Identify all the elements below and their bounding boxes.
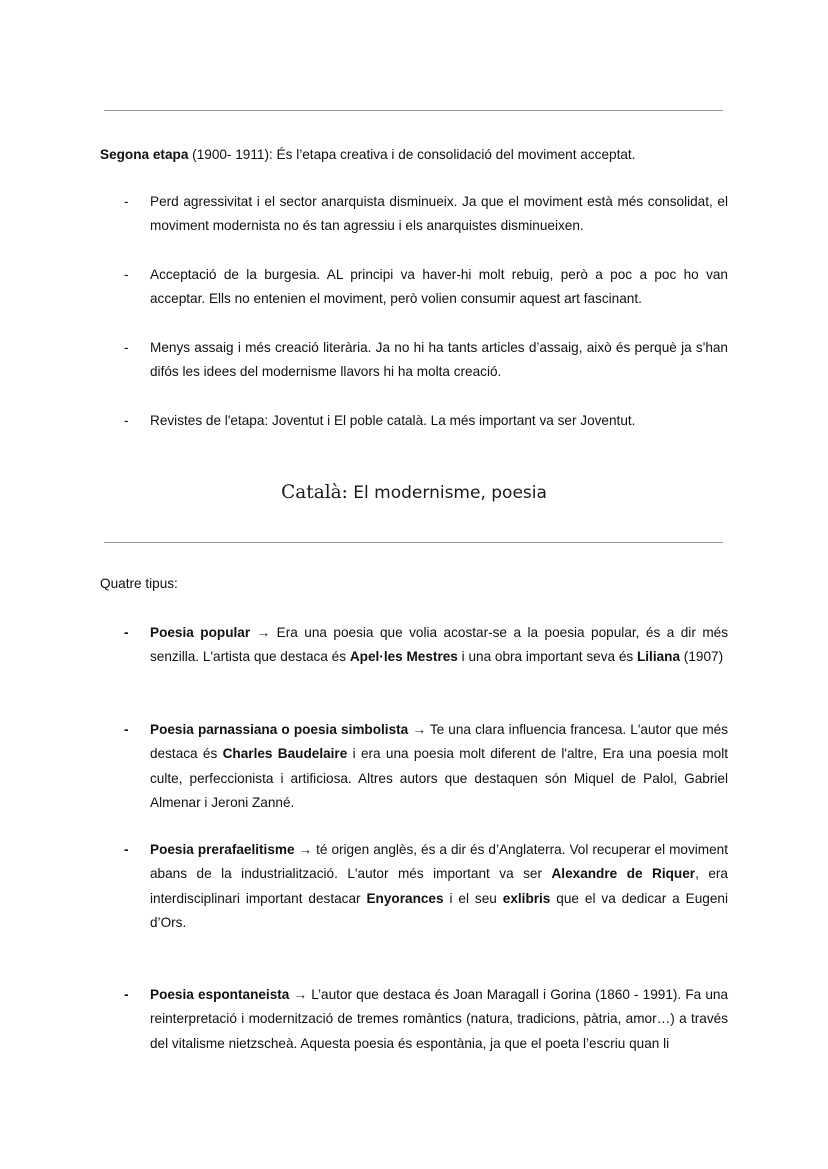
item-text: → L’autor que destaca és Joan Maragall i Gorina (1860 - 1991). Fa una reinterpretació i modernització de tremes romàntics (natura, tradicions, pàtria, amor…) a través del vitalisme nietzscheà. Aquesta poesia és espontània, ja que el poeta l’escriu quan li: [150, 987, 729, 1051]
item-text: que el va dedicar a Eugeni d’Ors.: [150, 890, 728, 931]
item-text: (1907): [680, 649, 724, 665]
bullet-dash: -: [124, 987, 129, 1002]
item-text: , era interdisciplinari important destacar: [150, 866, 728, 906]
list-item-text: Menys assaig i més creació literària. Ja no hi ha tants articles d’assaig, això és perquè ja s'han difós les idees del modernisme llavors hi ha molta creació.: [150, 340, 728, 380]
list-item-text: [150, 983, 728, 1056]
segona-etapa-intro: [100, 143, 728, 167]
list-item: [124, 718, 728, 816]
item-text: i el seu: [443, 890, 503, 906]
item-text: → Te una clara influencia francesa. L'autor que més destaca és: [150, 722, 729, 762]
list-item: [124, 621, 728, 670]
list-item: [124, 190, 728, 239]
list-item: [124, 409, 728, 433]
list-item-text: [150, 838, 728, 936]
item-text: i una obra important seva és: [457, 649, 637, 665]
work-title: exlibris: [502, 890, 551, 906]
item-title: Poesia popular: [150, 625, 251, 640]
list-item-text: [150, 621, 728, 670]
item-title: Poesia parnassiana o poesia simbolista: [150, 722, 409, 737]
segona-etapa-description: (1900- 1911): És l’etapa creativa i de consolidació del moviment acceptat.: [188, 147, 636, 162]
list-item-text: Revistes de l'etapa: Joventut i El poble català. La més important va ser Joventut.: [150, 413, 636, 428]
list-item-text: Perd agressivitat i el sector anarquista disminueix. Ja que el moviment està més consolidat, el moviment modernista no és tan agressiu i els anarquistes disminueixen.: [150, 194, 728, 234]
page-title: [0, 478, 828, 507]
bullet-dash: -: [124, 340, 129, 355]
work-title: Enyorances: [366, 890, 444, 906]
bullet-dash: -: [124, 413, 129, 428]
segona-etapa-label: Segona etapa: [100, 147, 189, 162]
bullet-dash: -: [124, 194, 129, 209]
item-text: → té origen anglès, és a dir és d’Anglaterra. Vol recuperar el moviment abans de la industrialització. L'autor més important va ser: [150, 842, 729, 882]
bullet-dash: -: [124, 267, 129, 282]
author-name: Charles Baudelaire: [222, 746, 348, 762]
list-item: [124, 336, 728, 385]
list-item: [124, 983, 728, 1056]
list-item: [124, 838, 728, 936]
author-name: Apel·les Mestres: [349, 649, 458, 665]
horizontal-divider-bottom: [104, 542, 723, 543]
item-text: i era una poesia molt diferent de l'altre, Era una poesia molt culte, perfeccionista i artificiosa. Altres autors que destaquen són Miquel de Palol, Gabriel Almenar i Jeroni Zanné.: [150, 746, 729, 811]
quatre-tipus-intro: Quatre tipus:: [100, 576, 178, 591]
list-item-text: [150, 718, 728, 816]
item-title: Poesia prerafaelitisme: [150, 842, 295, 857]
horizontal-divider-top: [104, 110, 723, 111]
page-title-topic: El modernisme, poesia: [347, 483, 547, 503]
item-text: → Era una poesia que volia acostar-se a la poesia popular, és a dir més senzilla. L'artista que destaca és: [150, 625, 728, 665]
list-item-text: Acceptació de la burgesia. AL principi va haver-hi molt rebuig, però a poc a poc ho van acceptar. Ells no entenien el moviment, però volien consumir aquest art fascinant.: [150, 267, 728, 307]
list-item: [124, 263, 728, 312]
bullet-dash: -: [124, 625, 129, 640]
author-name: Alexandre de Riquer: [551, 866, 696, 882]
work-title: Liliana: [636, 649, 681, 665]
bullet-dash: -: [124, 842, 129, 857]
item-title: Poesia espontaneista: [150, 987, 290, 1002]
bullet-dash: -: [124, 722, 129, 737]
page-title-subject: Català:: [281, 482, 348, 503]
